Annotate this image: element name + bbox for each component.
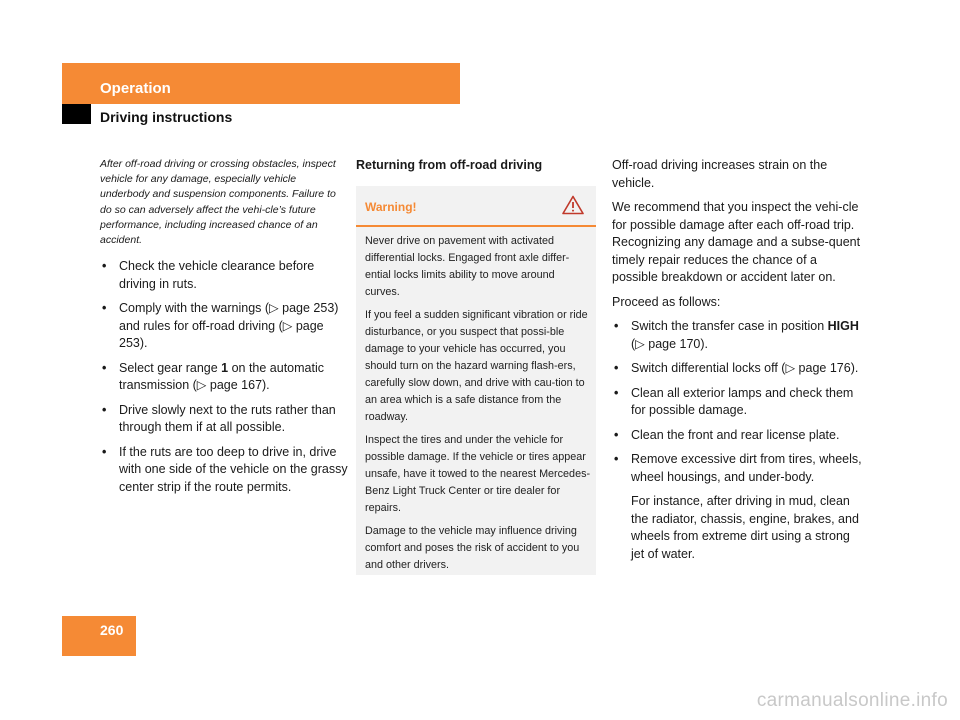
list-item: • If the ruts are too deep to drive in, drive with one side of the vehicle on the grassy center strip if the route permits.	[102, 444, 348, 494]
list-item: • Check the vehicle clearance before driving in ruts.	[102, 259, 315, 291]
returning-heading: Returning from off-road driving	[356, 158, 543, 172]
page-number-box	[62, 616, 136, 656]
bullet-icon: •	[614, 452, 619, 466]
body-paragraph: Off-road driving increases strain on the vehicle.	[612, 158, 828, 190]
bullet-icon: •	[614, 385, 619, 400]
right-column	[612, 157, 862, 570]
inspection-note: After off-road driving or crossing obstacles, inspect vehicle for any damage, especially vehicle underbody and suspension components. Failure to do so can adversely affect the vehi-cle’s future performance, including increased chance of an accident.	[100, 158, 336, 247]
middle-column	[356, 157, 596, 187]
left-column	[100, 157, 348, 503]
warning-triangle-icon	[562, 195, 584, 215]
rut-driving-list	[100, 258, 348, 496]
list-item: • Switch the transfer case in position HIGH (▷ page 170).	[614, 319, 859, 351]
header-tab-marker	[62, 104, 91, 124]
list-item: • Remove excessive dirt from tires, wheels, wheel housings, and under-body.	[614, 452, 862, 484]
bullet-icon: •	[614, 361, 619, 375]
body-paragraph: We recommend that you inspect the vehi-cle for possible damage after each off-road trip. Recognizing any damage and a subse-quent timely repair reduces the chance of a possible breakdown or accident later on.	[612, 200, 861, 284]
list-item: • Clean all exterior lamps and check them for possible damage.	[614, 385, 854, 417]
body-paragraph: Proceed as follows:	[612, 294, 721, 309]
warning-paragraph: Damage to the vehicle may influence driving comfort and poses the risk of accident to you and other drivers.	[365, 525, 580, 571]
warning-box	[356, 186, 596, 575]
bullet-icon: •	[102, 444, 107, 459]
warning-paragraph: Never drive on pavement with activated differential locks. Engaged front axle differ-ential locks limits ability to move around curves.	[365, 235, 570, 298]
bullet-icon: •	[102, 360, 107, 375]
bullet-icon: •	[614, 427, 619, 442]
bullet-icon: •	[614, 319, 619, 333]
warning-header	[356, 186, 596, 227]
warning-paragraph: Inspect the tires and under the vehicle for possible damage. If the vehicle or tires appear unsafe, have it towed to the nearest Mercedes-Benz Light Truck Center or tire dealer for repairs.	[365, 434, 591, 514]
procedure-list	[612, 318, 862, 486]
list-item: • Select gear range 1 on the automatic transmission (▷ page 167).	[102, 360, 325, 393]
warning-label: Warning!	[365, 200, 417, 214]
cleaning-instructions: For instance, after driving in mud, clean the radiator, chassis, engine, brakes, and wheels from extreme dirt using a strong jet of water.	[631, 494, 859, 561]
section-subtitle: Driving instructions	[100, 109, 233, 125]
list-item: • Switch differential locks off (▷ page 176).	[612, 360, 862, 378]
warning-body	[365, 233, 591, 580]
warning-paragraph: If you feel a sudden significant vibration or ride disturbance, or you suspect that possi-ble damage to your vehicle has occurred, you should turn on the hazard warning flash-ers, carefully slow down, and drive with cau-tion to an area which is a safe distance from the roadway.	[365, 309, 588, 423]
list-item: • Comply with the warnings (▷ page 253) and rules for off-road driving (▷ page 253).	[102, 301, 339, 351]
list-item: • Drive slowly next to the ruts rather than through them if at all possible.	[102, 402, 336, 435]
bullet-icon: •	[102, 402, 107, 417]
watermark: carmanualsonline.info	[756, 690, 948, 711]
bullet-icon: •	[102, 301, 107, 316]
page-number: 260	[100, 622, 124, 638]
section-title: Operation	[100, 80, 171, 97]
list-item: • Clean the front and rear license plate.	[612, 427, 862, 445]
bullet-icon: •	[102, 259, 107, 274]
